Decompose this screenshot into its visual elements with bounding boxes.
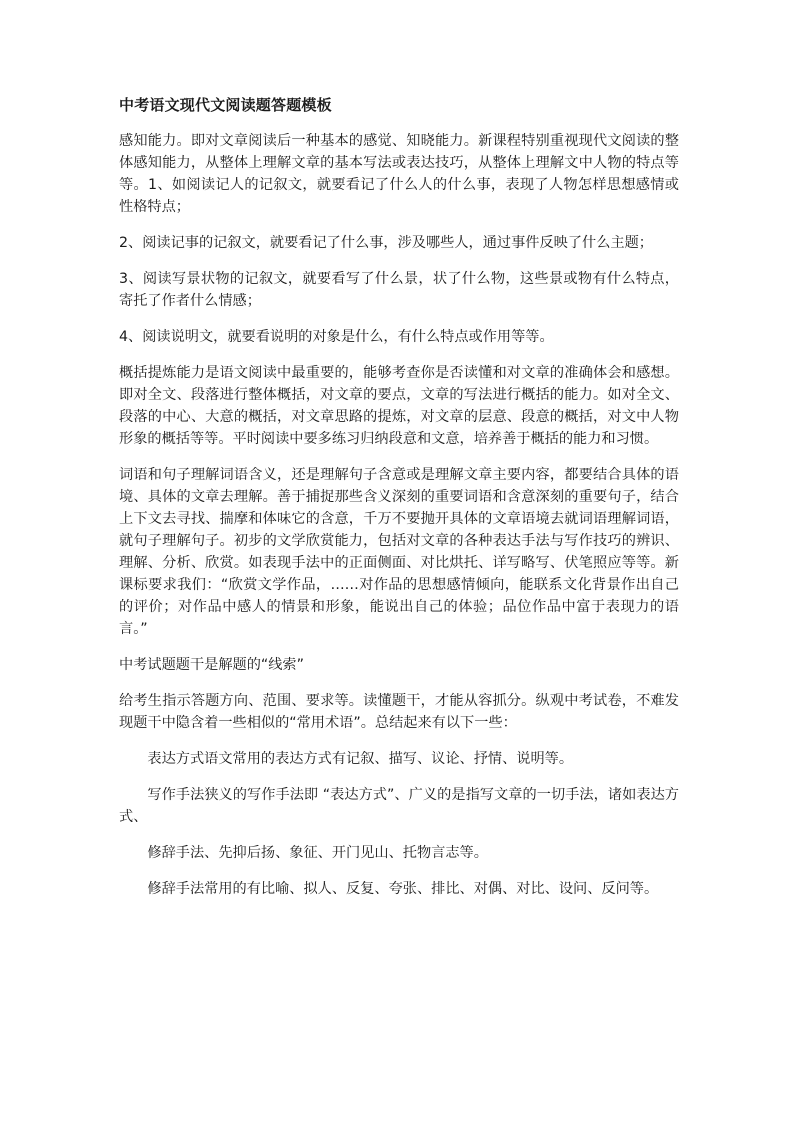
paragraph: 给考生指示答题方向、范围、要求等。读懂题干，才能从容抓分。纵观中考试卷，不难发现题干中隐含着一些相似的“常用术语”。总结起来有以下一些： — [119, 693, 679, 731]
paragraph: 词语和句子理解词语含义，还是理解句子含意或是理解文章主要内容，都要结合具体的语境、具体的文章去理解。善于捕捉那些含义深刻的重要词语和含意深刻的重要句子，结合上下文去寻找、揣摩和体味它的含意，千万不要抛开具体的文章语境去就词语理解词语，就句子理解句子。初步的文学欣赏能力，包括对文章的各种表达手法与写作技巧的辨识、理解、分析、欣赏。如表现手法中的正面侧面、对比烘托、详写略写、伏笔照应等等。新课标要求我们：“欣赏文学作品，……对作品的思想感情倾向，能联系文化背景作出自己的评价；对作品中感人的情景和形象，能说出自己的体验；品位作品中富于表现力的语言。” — [119, 467, 679, 637]
paragraph: 概括提炼能力是语文阅读中最重要的，能够考查你是否读懂和对文章的准确体会和感想。即对全文、段落进行整体概括，对文章的要点，文章的写法进行概括的能力。如对全文、段落的中心、大意的概括，对文章思路的提炼，对文章的层意、段意的概括，对文中人物形象的概括等等。平时阅读中要多练习归纳段意和文意，培养善于概括的能力和习惯。 — [119, 365, 679, 447]
document-title: 中考语文现代文阅读题答题模板 — [119, 96, 332, 114]
paragraph: 4、阅读说明文，就要看说明的对象是什么，有什么特点或作用等等。 — [119, 329, 554, 345]
paragraph: 感知能力。即对文章阅读后一种基本的感觉、知晓能力。新课程特别重视现代文阅读的整体感知能力，从整体上理解文章的基本写法或表达技巧，从整体上理解文中人物的特点等等。1、如阅读记人的记叙文，就要看记了什么人的什么事，表现了人物怎样思想感情或性格特点； — [119, 133, 679, 215]
paragraph: 修辞手法常用的有比喻、拟人、反复、夸张、排比、对偶、对比、设问、反问等。 — [147, 881, 659, 897]
paragraph: 写作手法狭义的写作手法即 “表达方式”、广义的是指写文章的一切手法，诸如表达方式、 — [119, 787, 679, 825]
section-heading: 中考试题题干是解题的“线索” — [119, 657, 304, 673]
paragraph: 表达方式语文常用的表达方式有记叙、描写、议论、抒情、说明等。 — [147, 751, 574, 767]
paragraph: 修辞手法、先抑后扬、象征、开门见山、托物言志等。 — [147, 845, 488, 861]
paragraph: 3、阅读写景状物的记叙文，就要看写了什么景，状了什么物，这些景或物有什么特点，寄托了作者什么情感； — [119, 271, 679, 309]
paragraph: 2、阅读记事的记叙文，就要看记了什么事，涉及哪些人，通过事件反映了什么主题； — [119, 235, 653, 251]
document-page — [119, 94, 679, 914]
